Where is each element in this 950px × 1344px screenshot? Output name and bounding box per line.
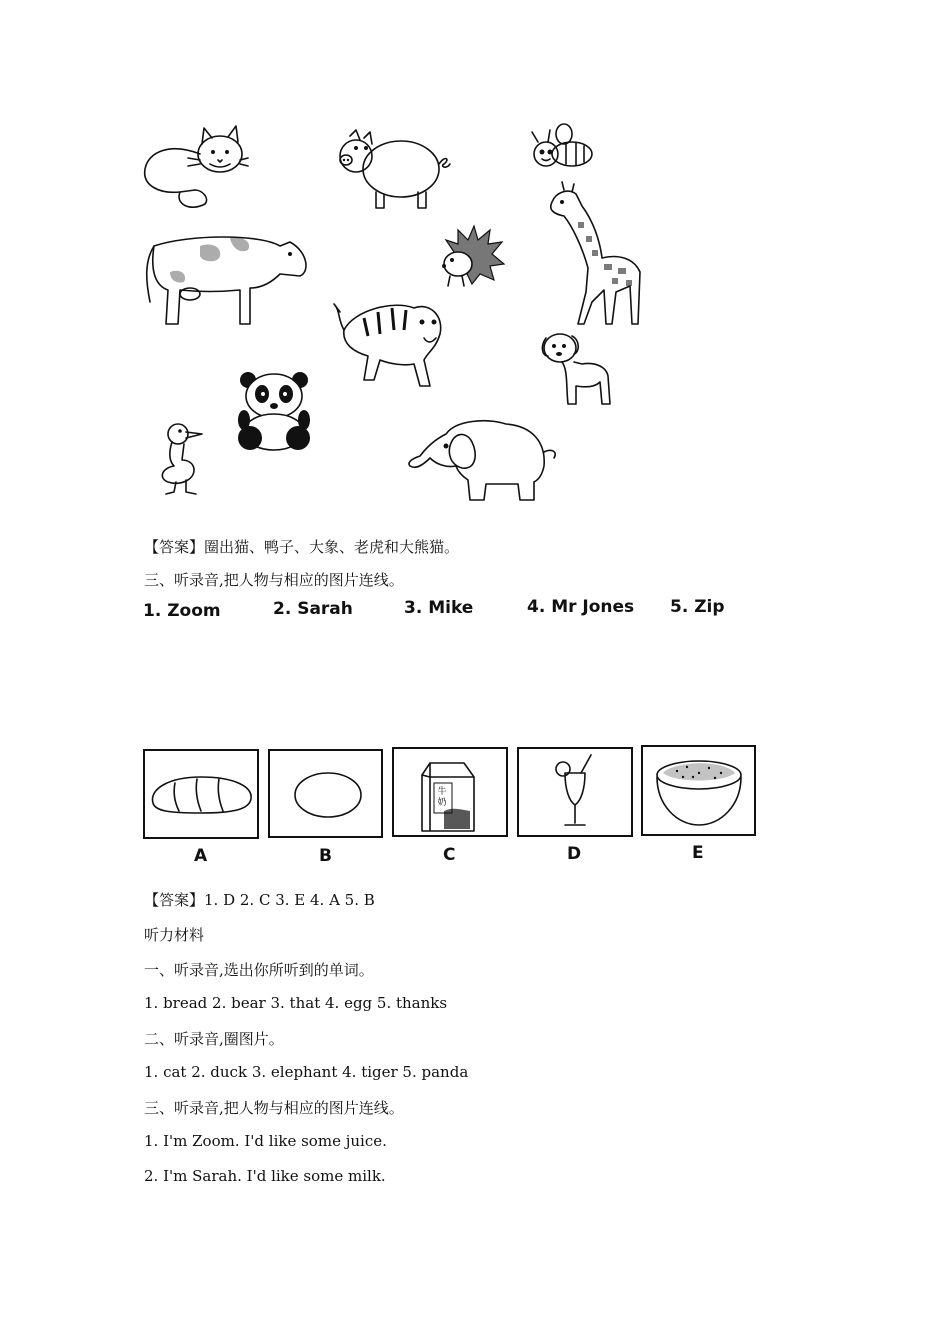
transcript-line: 1. I'm Zoom. I'd like some juice. (144, 1132, 387, 1150)
food-box-e (641, 745, 756, 836)
food-box-b (268, 749, 383, 838)
food-box-c (392, 747, 508, 837)
cat-icon (140, 124, 250, 214)
cow-icon (140, 232, 312, 330)
transcript-section-2-title: 二、听录音,圈图片。 (144, 1030, 284, 1048)
person-label: 5. Zip (670, 597, 725, 617)
person-label: 3. Mike (404, 598, 474, 618)
rice-bowl-icon (643, 747, 754, 834)
section-3-title: 三、听录音,把人物与相应的图片连线。 (144, 571, 404, 589)
person-label: 4. Mr Jones (527, 597, 635, 617)
milk-carton-text: 牛奶 (437, 787, 447, 808)
elephant-icon (406, 414, 562, 506)
transcript-heading: 听力材料 (144, 926, 205, 944)
duck-icon (156, 420, 208, 496)
person-label: 1. Zoom (143, 601, 221, 621)
transcript-section-1-title: 一、听录音,选出你所听到的单词。 (144, 961, 374, 979)
answer-section-2: 【答案】圈出猫、鸭子、大象、老虎和大熊猫。 (144, 538, 460, 556)
food-letter: B (319, 846, 332, 866)
bread-icon (145, 751, 257, 837)
pig-icon (336, 124, 454, 214)
transcript-line: 2. I'm Sarah. I'd like some milk. (144, 1167, 386, 1185)
food-box-a (143, 749, 259, 839)
food-letter: E (692, 843, 704, 863)
tiger-icon (334, 290, 448, 392)
person-label: 2. Sarah (273, 599, 353, 619)
juice-glass-icon (519, 749, 631, 835)
transcript-section-2-words: 1. cat 2. duck 3. elephant 4. tiger 5. panda (144, 1063, 469, 1081)
bee-icon (528, 124, 598, 174)
dog-icon (538, 326, 614, 408)
milk-carton-icon (394, 749, 506, 835)
hedgehog-icon (436, 222, 506, 292)
transcript-section-3-title: 三、听录音,把人物与相应的图片连线。 (144, 1099, 404, 1117)
giraffe-icon (542, 182, 650, 328)
food-letter: C (443, 845, 456, 865)
food-letter: D (567, 844, 582, 864)
answer-section-3: 【答案】1. D 2. C 3. E 4. A 5. B (144, 891, 375, 909)
food-letter: A (194, 846, 208, 866)
transcript-section-1-words: 1. bread 2. bear 3. that 4. egg 5. thanks (144, 994, 448, 1012)
food-box-d (517, 747, 633, 837)
panda-icon (236, 370, 312, 452)
egg-icon (270, 751, 381, 836)
